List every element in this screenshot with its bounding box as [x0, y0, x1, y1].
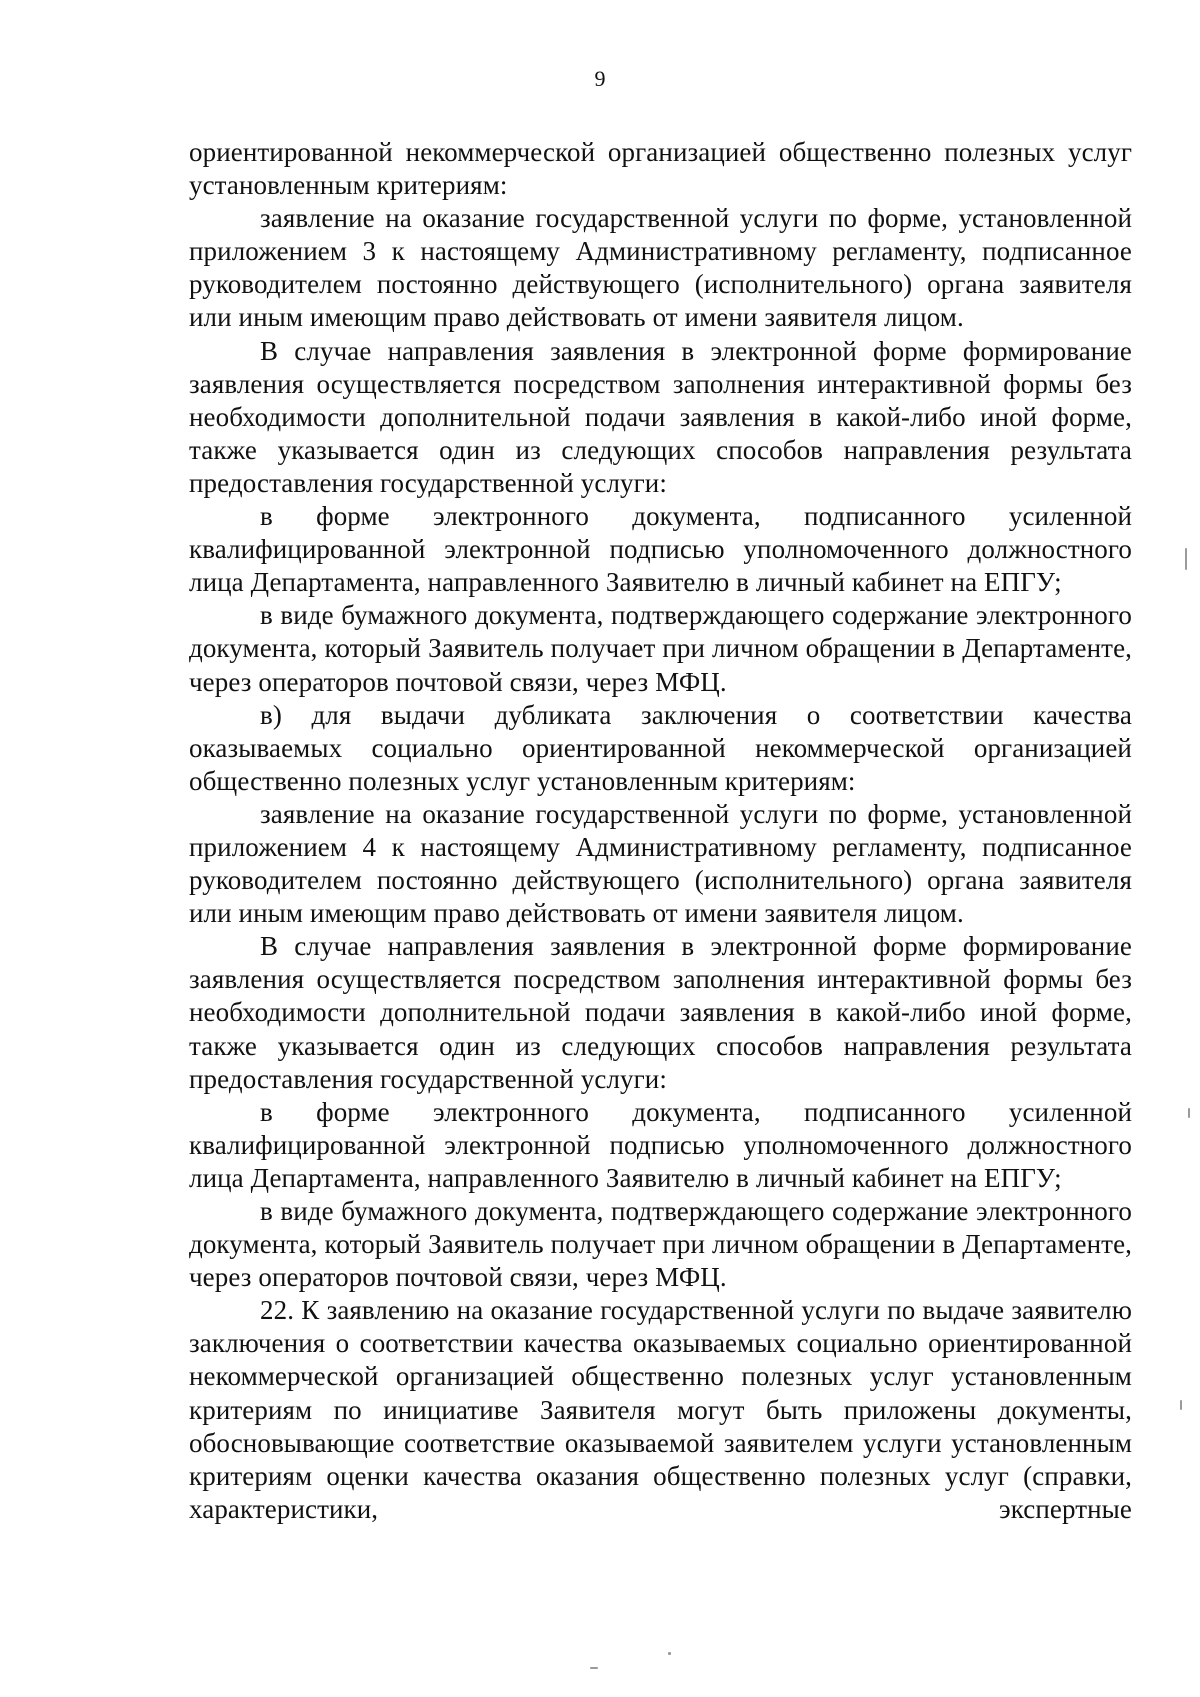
paragraph-duplicate-item-v: в) для выдачи дубликата заключения о соответствии качества оказываемых социально ориентированной некоммерческой организацией общественно полезных услуг установленным критериям: — [189, 699, 1132, 796]
page-number: 9 — [594, 66, 606, 91]
paragraph-result-paper-2: в виде бумажного документа, подтверждающего содержание электронного документа, который Заявитель получает при личном обращении в Департаменте, через операторов почтовой связи, через МФЦ. — [189, 1196, 1132, 1293]
paragraph-result-electronic: в форме электронного документа, подписанного усиленной квалифицированной электронной подписью уполномоченного должностного лица Департамента, направленного Заявителю в личный кабинет на ЕПГУ; — [189, 501, 1132, 598]
paragraph-electronic-submission-2: В случае направления заявления в электронной форме формирование заявления осуществляется посредством заполнения интерактивной формы без необходимости дополнительной подачи заявления в какой-либо иной форме, также указывается один из следующих способов направления результата предоставления государственной услуги: — [189, 931, 1132, 1094]
paragraph-electronic-submission: В случае направления заявления в электронной форме формирование заявления осуществляется посредством заполнения интерактивной формы без необходимости дополнительной подачи заявления в какой-либо иной форме, также указывается один из следующих способов направления результата предоставления государственной услуги: — [189, 335, 1132, 498]
scan-artifact — [590, 1667, 598, 1669]
paragraph-application-form-4: заявление на оказание государственной услуги по форме, установленной приложением 4 к настоящему Административному регламенту, подписанное руководителем постоянно действующего (исполнительного) органа заявителя или иным имеющим право действовать от имени заявителя лицом. — [189, 798, 1132, 929]
paragraph-result-paper: в виде бумажного документа, подтверждающего содержание электронного документа, который Заявитель получает при личном обращении в Департаменте, через операторов почтовой связи, через МФЦ. — [189, 600, 1132, 697]
paragraph-item-22: 22. К заявлению на оказание государственной услуги по выдаче заявителю заключения о соответствии качества оказываемых социально ориентированной некоммерческой организацией общественно полезных услуг установленным критериям по инициативе Заявителя могут быть приложены документы, обосновывающие соответствие оказываемой заявителем услуги установленным критериям оценки качества оказания общественно полезных услуг (справки, характеристики, экспертные — [189, 1295, 1132, 1524]
paragraph-result-electronic-2: в форме электронного документа, подписанного усиленной квалифицированной электронной подписью уполномоченного должностного лица Департамента, направленного Заявителю в личный кабинет на ЕПГУ; — [189, 1096, 1132, 1193]
document-body — [189, 136, 1132, 1526]
scan-artifact — [1185, 548, 1187, 570]
scan-artifact — [1188, 1108, 1190, 1118]
paragraph-application-form-3: заявление на оказание государственной услуги по форме, установленной приложением 3 к настоящему Административному регламенту, подписанное руководителем постоянно действующего (исполнительного) органа заявителя или иным имеющим право действовать от имени заявителя лицом. — [189, 203, 1132, 333]
scan-artifact — [1180, 1400, 1182, 1410]
paragraph-continuation: ориентированной некоммерческой организацией общественно полезных услуг установленным критериям: — [189, 137, 1132, 201]
scan-artifact — [668, 1652, 671, 1655]
